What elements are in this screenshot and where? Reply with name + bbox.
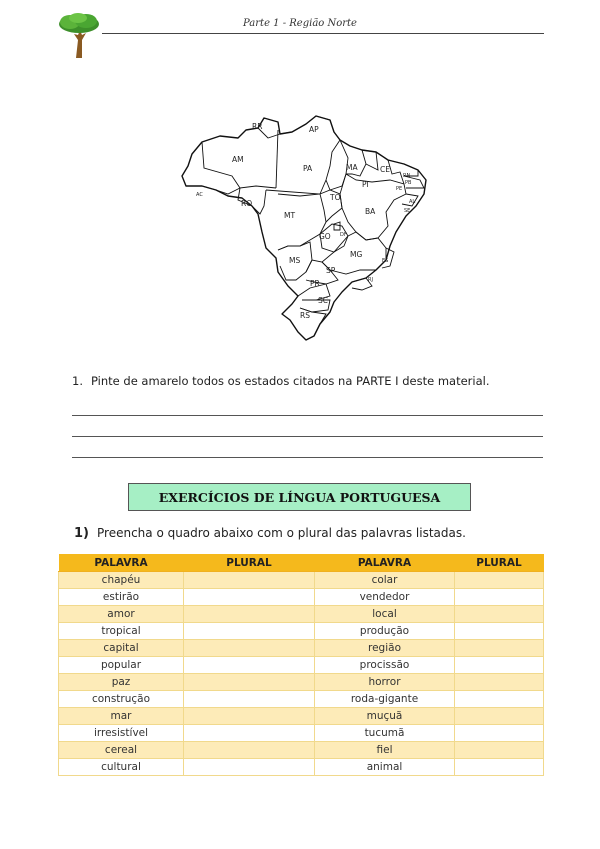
state-label-ap: AP	[309, 125, 319, 134]
header-palavra: PALAVRA	[59, 554, 184, 572]
table-row	[59, 708, 544, 725]
state-label-ms: MS	[289, 256, 301, 265]
header-plural: PLURAL	[455, 554, 544, 572]
answer-line[interactable]	[72, 457, 543, 458]
table-row	[59, 623, 544, 640]
plural-input-cell[interactable]	[184, 623, 315, 640]
state-label-to: TO	[330, 193, 341, 202]
word-cell: animal	[315, 759, 455, 776]
state-label-ce: CE	[380, 165, 390, 174]
word-cell: tucumã	[315, 725, 455, 742]
word-cell: paz	[59, 674, 184, 691]
tree-icon	[56, 10, 102, 60]
state-label-sp: SP	[326, 266, 336, 275]
table-row	[59, 640, 544, 657]
question-1-number: 1.	[72, 374, 83, 388]
plural-input-cell[interactable]	[455, 606, 544, 623]
table-row	[59, 742, 544, 759]
plural-input-cell[interactable]	[184, 708, 315, 725]
table-row	[59, 572, 544, 589]
plural-input-cell[interactable]	[184, 691, 315, 708]
state-label-pi: PI	[362, 180, 369, 189]
table-row	[59, 759, 544, 776]
state-label-pa: PA	[303, 164, 313, 173]
word-cell: colar	[315, 572, 455, 589]
state-label-rn: RN	[403, 173, 411, 179]
plural-input-cell[interactable]	[455, 589, 544, 606]
state-label-pr: PR	[310, 279, 320, 288]
plural-input-cell[interactable]	[184, 589, 315, 606]
state-label-rr: RR	[252, 122, 263, 131]
word-cell: procissão	[315, 657, 455, 674]
state-label-pb: PB	[405, 180, 412, 186]
word-cell: horror	[315, 674, 455, 691]
word-cell: chapéu	[59, 572, 184, 589]
word-cell: tropical	[59, 623, 184, 640]
word-cell: roda-gigante	[315, 691, 455, 708]
state-label-go: GO	[319, 232, 331, 241]
answer-line[interactable]	[72, 436, 543, 437]
state-label-ro: RO	[241, 199, 253, 208]
plural-input-cell[interactable]	[455, 623, 544, 640]
plural-input-cell[interactable]	[455, 708, 544, 725]
question-1-text: Pinte de amarelo todos os estados citados na PARTE I deste material.	[90, 374, 490, 388]
header-plural: PLURAL	[184, 554, 315, 572]
word-cell: cereal	[59, 742, 184, 759]
table-row	[59, 674, 544, 691]
map-outline	[182, 116, 426, 340]
plural-input-cell[interactable]	[455, 725, 544, 742]
plural-input-cell[interactable]	[455, 691, 544, 708]
word-cell: amor	[59, 606, 184, 623]
header-palavra: PALAVRA	[315, 554, 455, 572]
plural-input-cell[interactable]	[455, 759, 544, 776]
table-row	[59, 589, 544, 606]
state-labels	[196, 122, 415, 320]
plural-input-cell[interactable]	[455, 742, 544, 759]
exercise-1	[74, 526, 466, 541]
word-cell: local	[315, 606, 455, 623]
exercise-1-number: 1)	[74, 526, 89, 541]
state-label-es: ES	[382, 258, 389, 264]
answer-line[interactable]	[72, 415, 543, 416]
state-label-rs: RS	[300, 311, 310, 320]
plural-table	[58, 554, 544, 776]
word-cell: vendedor	[315, 589, 455, 606]
plural-input-cell[interactable]	[455, 640, 544, 657]
table-row	[59, 691, 544, 708]
plural-input-cell[interactable]	[455, 572, 544, 589]
state-label-ba: BA	[365, 207, 376, 216]
section-title-box	[128, 483, 471, 511]
plural-input-cell[interactable]	[184, 725, 315, 742]
plural-input-cell[interactable]	[455, 657, 544, 674]
plural-input-cell[interactable]	[184, 640, 315, 657]
word-cell: muçuã	[315, 708, 455, 725]
brazil-map	[180, 110, 430, 342]
state-label-pe: PE	[396, 186, 403, 192]
table-row	[59, 657, 544, 674]
plural-input-cell[interactable]	[184, 606, 315, 623]
word-cell: fiel	[315, 742, 455, 759]
plural-input-cell[interactable]	[184, 657, 315, 674]
section-title: EXERCÍCIOS DE LÍNGUA PORTUGUESA	[158, 489, 441, 505]
word-cell: construção	[59, 691, 184, 708]
state-label-mg: MG	[350, 250, 363, 259]
word-cell: popular	[59, 657, 184, 674]
plural-input-cell[interactable]	[184, 742, 315, 759]
word-cell: cultural	[59, 759, 184, 776]
table-header-row	[59, 554, 544, 572]
state-label-sc: SC	[318, 296, 328, 305]
question-1	[72, 374, 490, 388]
word-cell: irresistível	[59, 725, 184, 742]
state-label-df: DF	[340, 232, 347, 238]
state-label-am: AM	[232, 155, 244, 164]
plural-input-cell[interactable]	[184, 674, 315, 691]
state-borders	[186, 116, 424, 324]
state-label-ac: AC	[196, 192, 203, 198]
word-cell: estirão	[59, 589, 184, 606]
header-rule	[102, 33, 544, 34]
plural-input-cell[interactable]	[184, 759, 315, 776]
plural-input-cell[interactable]	[455, 674, 544, 691]
state-label-rj: RJ	[368, 277, 373, 283]
exercise-1-text: Preencha o quadro abaixo com o plural das palavras listadas.	[97, 526, 466, 540]
state-label-ma: MA	[346, 163, 358, 172]
header-title: Parte 1 - Região Norte	[243, 18, 357, 29]
state-label-se: SE	[404, 208, 411, 214]
word-cell: capital	[59, 640, 184, 657]
word-cell: mar	[59, 708, 184, 725]
table-row	[59, 725, 544, 742]
plural-input-cell[interactable]	[184, 572, 315, 589]
state-label-al: AL	[409, 199, 416, 205]
word-cell: região	[315, 640, 455, 657]
state-label-mt: MT	[284, 211, 296, 220]
table-row	[59, 606, 544, 623]
word-cell: produção	[315, 623, 455, 640]
